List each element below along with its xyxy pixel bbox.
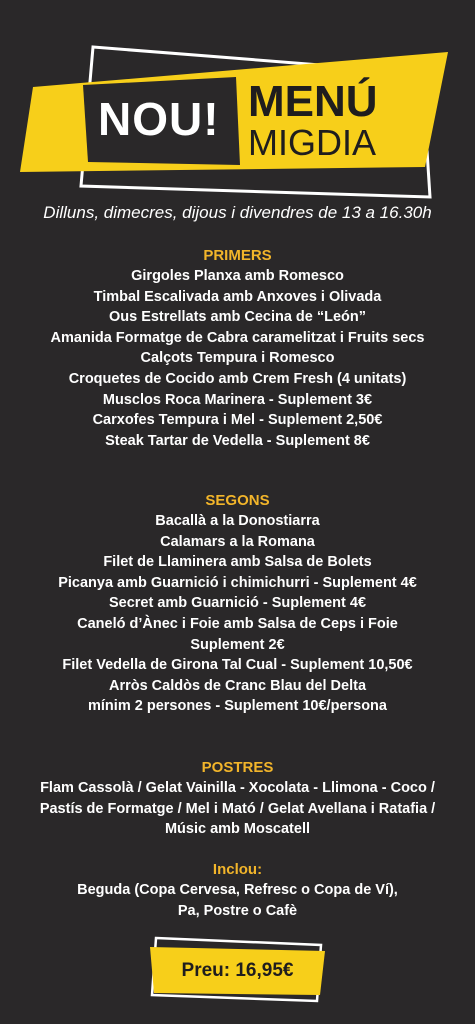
menu-item: Steak Tartar de Vedella - Suplement 8€: [105, 432, 370, 449]
price-label: Preu: 16,95€: [181, 960, 294, 981]
menu-item: Calçots Tempura i Romesco: [140, 350, 335, 367]
section-title-postres: POSTRES: [201, 759, 274, 776]
section-inclou: [0, 860, 475, 921]
menu-item: Pa, Postre o Cafè: [177, 902, 298, 919]
menu-item: Beguda (Copa Cervesa, Refresc o Copa de Ví),: [77, 882, 398, 898]
menu-item: Bacallà a la Donostiarra: [155, 513, 320, 529]
header-banner: [0, 0, 475, 200]
schedule-text: Dilluns, dimecres, dijous i divendres de 13 a 16.30h: [43, 203, 432, 222]
menu-item: Suplement 2€: [190, 636, 285, 653]
menu-item: Pastís de Formatge / Mel i Mató / Gelat Avellana i Ratafia /: [39, 800, 436, 817]
menu-title-line2: MIGDIA: [248, 122, 377, 163]
menu-item: Filet de Llaminera amb Salsa de Bolets: [103, 554, 372, 571]
menu-item: Musclos Roca Marinera - Suplement 3€: [102, 391, 373, 408]
menu-item: Músic amb Moscatell: [164, 821, 311, 838]
menu-item: Caneló d’Ànec i Foie amb Salsa de Ceps i Foie: [77, 615, 398, 632]
section-title-inclou: Inclou:: [212, 861, 263, 878]
section-title-primers: PRIMERS: [203, 247, 272, 264]
menu-item: Amanida Formatge de Cabra caramelitzat i Fruits secs: [50, 329, 425, 346]
price-box: [150, 935, 325, 1005]
section-title-segons: SEGONS: [205, 492, 270, 509]
nou-label: NOU!: [98, 93, 220, 145]
menu-item: Picanya amb Guarnició i chimichurri - Suplement 4€: [58, 574, 417, 591]
menu-item: Girgoles Planxa amb Romesco: [131, 268, 344, 284]
menu-item: mínim 2 persones - Suplement 10€/persona: [88, 698, 387, 715]
menu-item: Ous Estrellats amb Cecina de “León”: [108, 309, 367, 326]
menu-item: Timbal Escalivada amb Anxoves i Olivada: [93, 288, 382, 305]
banner-shape: [0, 0, 475, 200]
menu-title-line1: MENÚ: [248, 77, 378, 126]
menu-item: Carxofes Tempura i Mel - Suplement 2,50€: [92, 412, 383, 429]
menu-item: Flam Cassolà / Gelat Vainilla - Xocolata - Llimona - Coco /: [40, 780, 435, 796]
menu-item: Calamars a la Romana: [160, 533, 315, 550]
section-segons: [0, 491, 475, 717]
section-primers: [0, 246, 475, 451]
menu-item: Croquetes de Cocido amb Crem Fresh (4 unitats): [68, 370, 407, 387]
menu-item: Filet Vedella de Girona Tal Cual - Suplement 10,50€: [62, 657, 413, 674]
menu-item: Arròs Caldòs de Cranc Blau del Delta: [108, 677, 367, 694]
section-postres: [0, 758, 475, 840]
menu-item: Secret amb Guarnició - Suplement 4€: [108, 595, 367, 612]
